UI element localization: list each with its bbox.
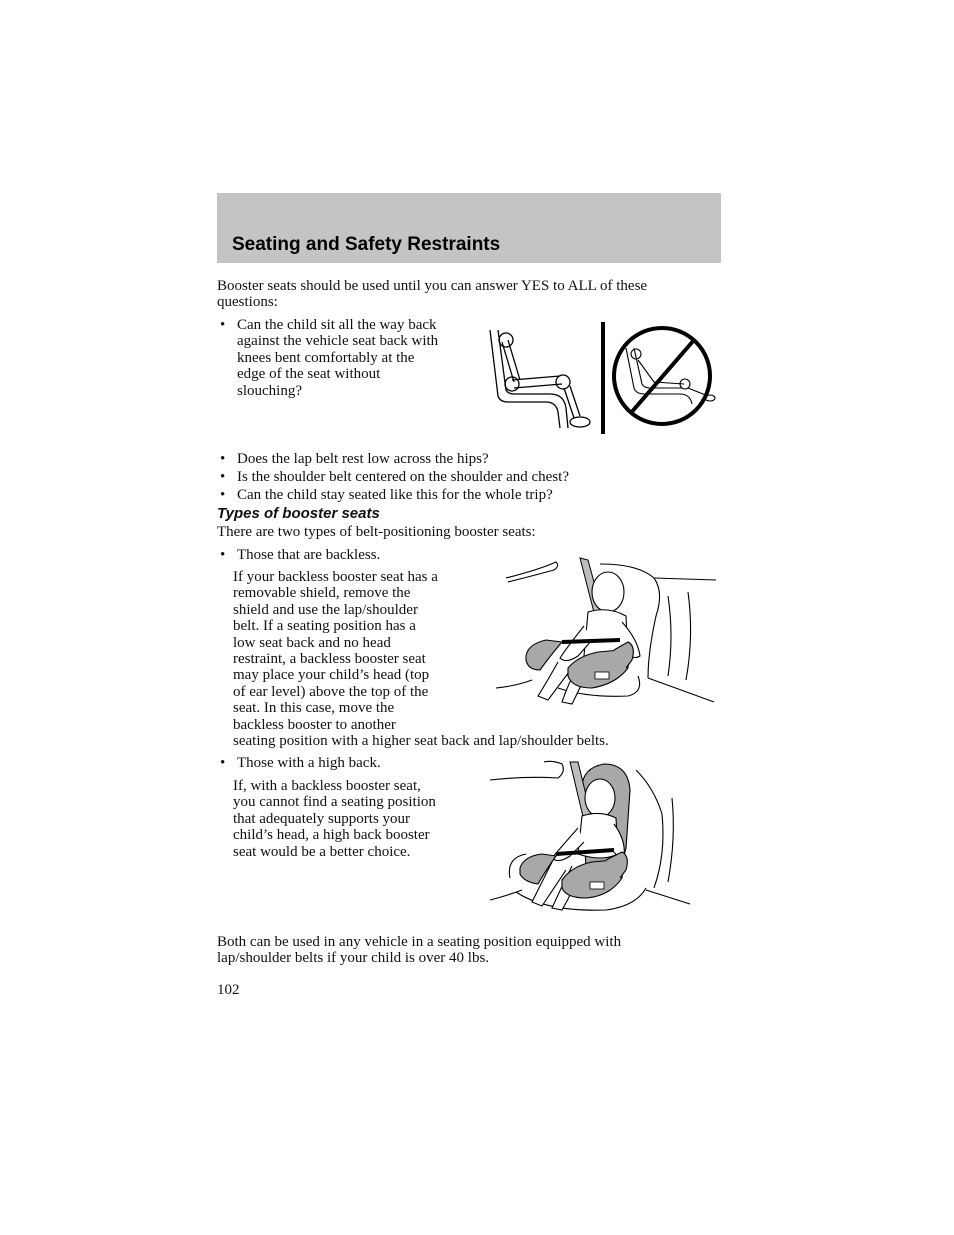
backless-bullet (220, 547, 520, 565)
question-3 (220, 469, 700, 487)
incorrect-posture-seat (626, 348, 715, 404)
highback-label: Those with a high back. (237, 755, 381, 771)
question-1-line: slouching? (237, 382, 302, 399)
question-4-text: Can the child stay seated like this for the whole trip? (237, 487, 553, 503)
question-3-text: Is the shoulder belt centered on the shoulder and chest? (237, 469, 569, 485)
question-4 (220, 487, 700, 505)
backless-label: Those that are backless. (237, 547, 381, 563)
intro-line-1: Booster seats should be used until you can answer YES to ALL of these (217, 278, 648, 294)
lap-belt (562, 640, 620, 642)
bullet-glyph: • (220, 317, 226, 333)
question-1-line: knees bent comfortably at the (237, 349, 415, 366)
closing-line-1: Both can be used in any vehicle in a seating position equipped with (217, 934, 622, 950)
highback-booster-illustration (486, 758, 692, 918)
backless-line: shield and use the lap/shoulder (233, 601, 418, 618)
question-1-line: against the vehicle seat back with (237, 333, 439, 350)
types-intro: There are two types of belt-positioning booster seats: (217, 524, 536, 540)
question-1 (220, 317, 480, 401)
bullet-glyph: • (220, 755, 226, 771)
question-1-line: edge of the seat without (237, 366, 381, 383)
section-header-band (217, 193, 721, 263)
backless-line: restraint, a backless booster seat (233, 651, 426, 667)
question-1-line: Can the child sit all the way back (237, 317, 437, 333)
types-heading: Types of booster seats (217, 505, 380, 522)
seat-label-plate (595, 672, 609, 679)
highback-line: you cannot find a seating position (233, 794, 436, 811)
seat-label-plate (590, 882, 604, 889)
question-2-text: Does the lap belt rest low across the hips? (237, 451, 489, 467)
high-back-booster-base (520, 852, 627, 898)
correct-posture-seat (490, 330, 590, 428)
posture-illustration (484, 318, 720, 438)
backless-line: of ear level) above the top of the (233, 683, 429, 700)
backless-line: seat. In this case, move the (233, 700, 395, 717)
highback-bullet (220, 755, 520, 773)
question-2 (220, 451, 700, 469)
backless-line: seating position with a higher seat back and lap/shoulder belts. (233, 733, 609, 749)
intro-line-2: questions: (217, 294, 278, 310)
backless-line: backless booster to another (233, 716, 396, 733)
divider-bar (601, 322, 605, 434)
highback-line: If, with a backless booster seat, (233, 778, 421, 794)
section-title: Seating and Safety Restraints (232, 234, 501, 255)
backless-line: belt. If a seating position has a (233, 618, 416, 635)
bullet-glyph: • (220, 451, 226, 467)
backless-line: removable shield, remove the (233, 585, 411, 602)
bullet-glyph: • (220, 487, 226, 503)
backless-booster-illustration (488, 556, 718, 708)
highback-line: seat would be a better choice. (233, 843, 411, 860)
bullet-glyph: • (220, 469, 226, 485)
prohibited-icon (614, 328, 710, 424)
backless-line: low seat back and no head (233, 634, 391, 651)
highback-line: that adequately supports your (233, 810, 411, 827)
closing-line-2: lap/shoulder belts if your child is over 40 lbs. (217, 950, 490, 966)
backless-line: may place your child’s head (top (233, 667, 430, 684)
page-number: 102 (217, 982, 240, 998)
highback-line: child’s head, a high back booster (233, 827, 430, 844)
backless-line: If your backless booster seat has a (233, 569, 438, 585)
bullet-glyph: • (220, 547, 226, 563)
